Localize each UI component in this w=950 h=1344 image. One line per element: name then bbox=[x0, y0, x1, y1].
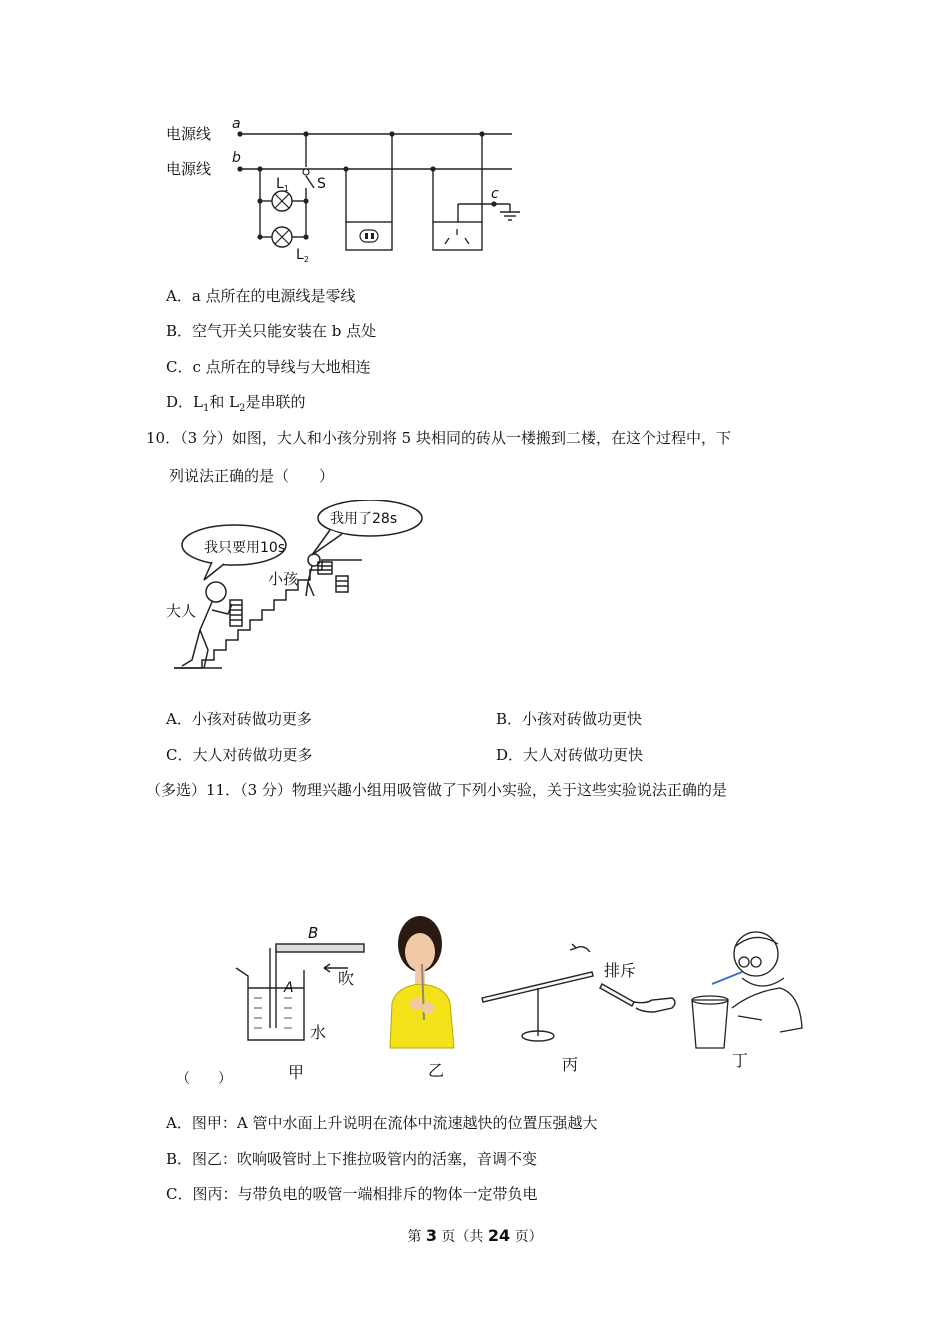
balanced-straw-figure bbox=[482, 944, 675, 1041]
q11-stem-line-1: （多选）11．（3 分）物理兴趣小组用吸管做了下列小实验，关于这些实验说法正确的是 bbox=[146, 781, 727, 799]
page-number: 3 bbox=[425, 1226, 437, 1245]
lamp-l1-label: L bbox=[276, 176, 284, 192]
line-label-1: 电源线 bbox=[166, 125, 212, 143]
q10-option-d[interactable]: D．大人对砖做功更快 bbox=[496, 746, 644, 764]
label-repel: 排斥 bbox=[604, 961, 637, 980]
point-a-label: a bbox=[232, 116, 241, 132]
two-pin-socket bbox=[360, 230, 378, 242]
q10-stem-line-1: 10．（3 分）如图，大人和小孩分别将 5 块相同的砖从一楼搬到二楼，在这个过程中，下 bbox=[146, 429, 731, 447]
q11-answer-blank: （ ） bbox=[176, 1071, 232, 1087]
girl-blowing-straw-figure bbox=[390, 916, 454, 1048]
household-circuit-diagram bbox=[160, 112, 530, 267]
label-blow: 吹 bbox=[338, 969, 355, 988]
caption-jia: 甲 bbox=[288, 1063, 305, 1082]
q11-option-c[interactable]: C．图丙：与带负电的吸管一端相排斥的物体一定带负电 bbox=[166, 1185, 538, 1203]
caption-bing: 丙 bbox=[562, 1055, 579, 1074]
adult-speech-bubble: 我只要用10s bbox=[204, 540, 286, 556]
q10-stem-line-2: 列说法正确的是（ ） bbox=[169, 467, 335, 485]
q10-option-c[interactable]: C．大人对砖做功更多 bbox=[166, 746, 313, 764]
adult-label: 大人 bbox=[166, 602, 197, 620]
switch-s-label: S bbox=[317, 176, 326, 192]
stairs-figure bbox=[162, 500, 432, 672]
label-a: A bbox=[284, 980, 294, 996]
straw-experiments-figure bbox=[232, 908, 808, 1088]
q10-option-b[interactable]: B．小孩对砖做功更快 bbox=[496, 710, 643, 728]
caption-yi: 乙 bbox=[428, 1061, 445, 1080]
three-pin-socket bbox=[445, 229, 469, 244]
q9-option-b[interactable]: B．空气开关只能安装在 b 点处 bbox=[166, 322, 377, 340]
svg-text:L1 bbox=[276, 176, 289, 193]
svg-text:L2 bbox=[296, 247, 309, 264]
q11-option-a[interactable]: A．图甲：A 管中水面上升说明在流体中流速越快的位置压强越大 bbox=[166, 1114, 598, 1132]
line-label-2: 电源线 bbox=[166, 160, 212, 178]
q11-option-b[interactable]: B．图乙：吹响吸管时上下推拉吸管内的活塞，音调不变 bbox=[166, 1150, 538, 1168]
page-total: 24 bbox=[487, 1226, 511, 1245]
point-c-label: c bbox=[491, 186, 499, 202]
q9-option-a[interactable]: A．a 点所在的电源线是零线 bbox=[166, 287, 356, 305]
page-footer: 第 3 页（共 24 页） bbox=[407, 1226, 543, 1245]
beaker-figure bbox=[236, 944, 364, 1040]
label-b: B bbox=[308, 924, 319, 942]
caption-ding: 丁 bbox=[732, 1051, 749, 1070]
lamp-l1-sub: 1 bbox=[283, 184, 289, 193]
label-water: 水 bbox=[310, 1023, 327, 1042]
lamp-l2-label: L bbox=[296, 247, 304, 263]
q10-option-a[interactable]: A．小孩对砖做功更多 bbox=[166, 710, 312, 728]
child-speech-bubble: 我用了28s bbox=[330, 511, 398, 527]
child-label: 小孩 bbox=[268, 570, 299, 588]
man-drinking-straw-figure bbox=[692, 932, 802, 1048]
point-b-label: b bbox=[232, 150, 241, 166]
q9-option-d[interactable]: D．$L_1$和 $L_2$是串联的 bbox=[166, 393, 306, 414]
q9-option-c[interactable]: C．c 点所在的导线与大地相连 bbox=[166, 358, 371, 376]
lamp-l2-sub: 2 bbox=[303, 255, 309, 264]
